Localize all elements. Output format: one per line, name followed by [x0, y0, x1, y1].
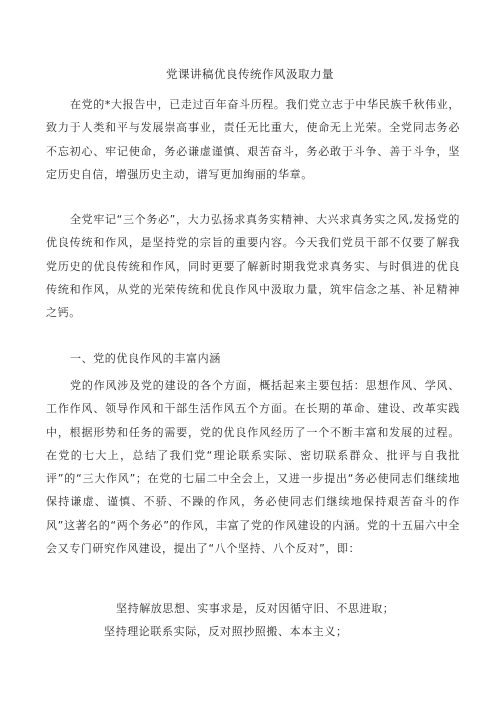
section-heading: 一、党的优良作风的丰富内涵 — [70, 352, 221, 365]
paragraph-intro: 在党的*大报告中，已走过百年奋斗历程。我们党立志于中华民族千秋伟业，致力于人类和平与发展崇高事业，责任无比重大，使命无上光荣。全党同志务必不忘初心、牢记使命，务必谦虚谨慎、艰苦奋斗，务必敢于斗争、善于斗争，坚定历史自信，增强历史主动，谱写更加绚丽的华章。 — [46, 98, 460, 181]
list-item: 坚持理论联系实际，反对照抄照搬、本本主义； — [104, 625, 348, 638]
document-title: 党课讲稿优良传统作风汲取力量 — [166, 67, 334, 81]
list-item: 坚持解放思想、实事求是，反对因循守旧、不思进取； — [116, 602, 395, 615]
paragraph-three-musts: 全党牢记“三个务必”，大力弘扬求真务实精神、大兴求真务实之风,发扬党的优良传统和作风，是坚持党的宗旨的重要内容。今天我们党员干部不仅要了解我党历史的优良传统和作风，同时更要了解新时期我党求真务实、与时俱进的优良传统和作风，从党的光荣传统和优良作风中汲取力量，筑牢信念之基、补足精神之钙。 — [46, 213, 460, 320]
paragraph-party-style: 党的作风涉及党的建设的各个方面，概括起来主要包括：思想作风、学风、工作作风、领导作风和干部生活作风五个方面。在长期的革命、建设、改革实践中，根据形势和任务的需要，党的优良作风经历了一个不断丰富和发展的过程。在党的七大上，总结了我们党“理论联系实际、密切联系群众、批评与自我批评”的“三大作风”；在党的七届二中全会上，又进一步提出“务必使同志们继续地保持谦虚、谨慎、不骄、不躁的作风，务必使同志们继续地保持艰苦奋斗的作风”这著名的“两个务必”的作风，丰富了党的作风建设的内涵。党的十五届六中全会又专门研究作风建设，提出了“八个坚持、八个反对”，即： — [46, 379, 460, 556]
